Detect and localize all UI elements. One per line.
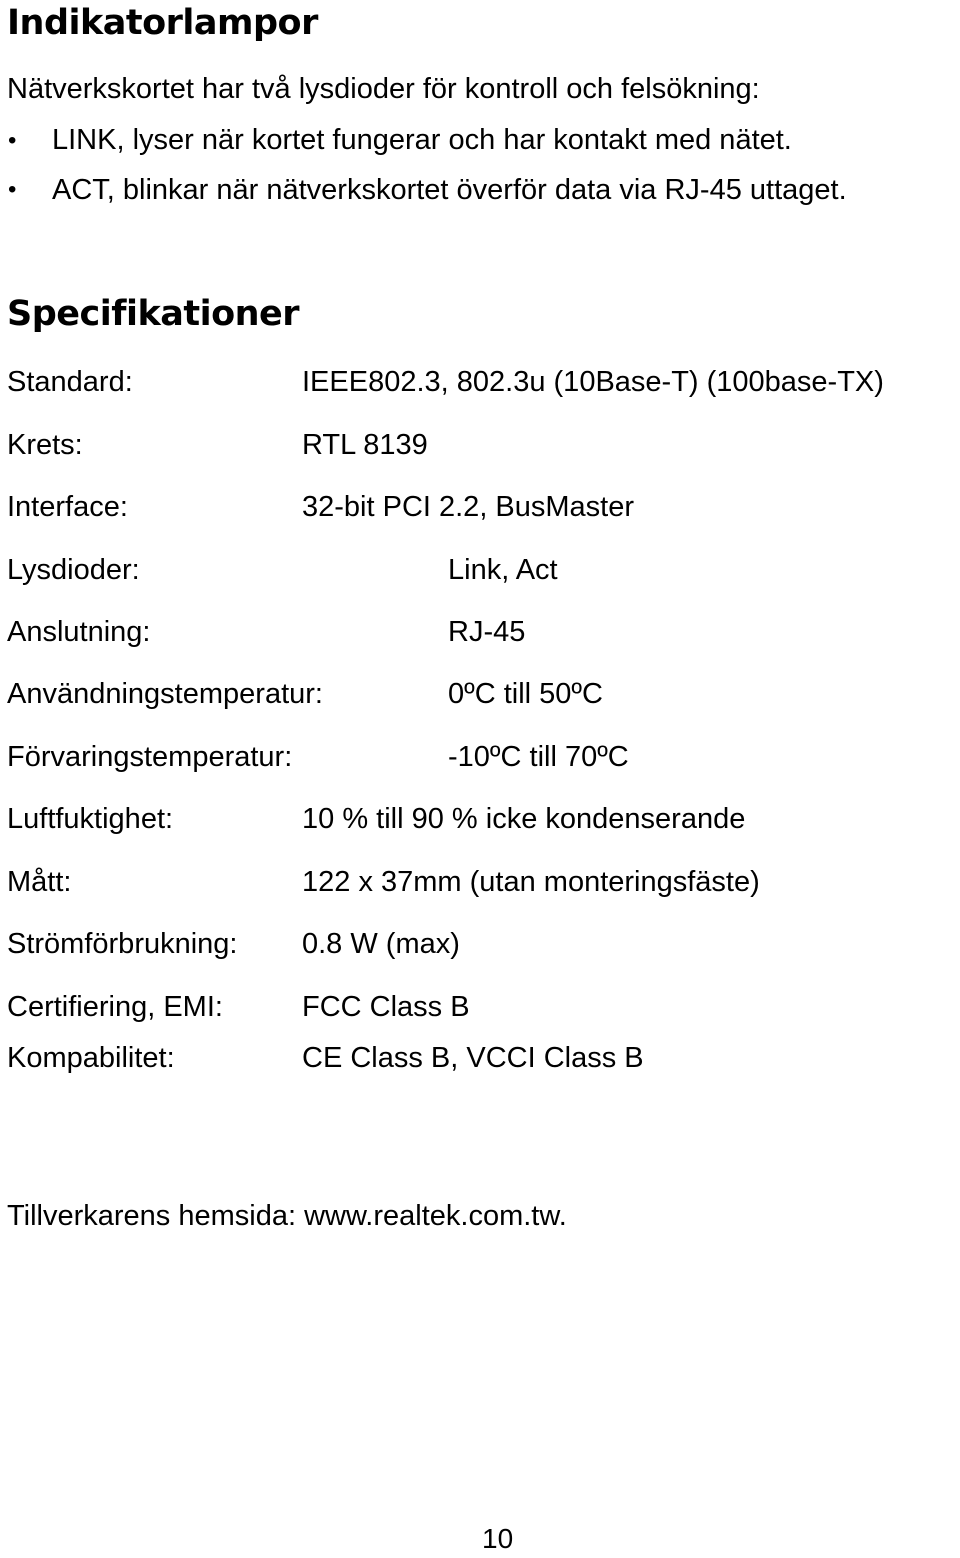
indicators-intro: Nätverkskortet har två lysdioder för kontroll och felsökning: [7, 73, 760, 105]
bullet-item-link: LINK, lyser när kortet fungerar och har kontakt med nätet. [52, 124, 792, 156]
spec-label-certifiering: Certifiering, EMI: [7, 991, 223, 1023]
spec-value-anvandningstemperatur: 0ºC till 50ºC [448, 678, 603, 710]
spec-label-stromforbrukning: Strömförbrukning: [7, 928, 238, 960]
spec-value-standard: IEEE802.3, 802.3u (10Base-T) (100base-TX) [302, 366, 884, 398]
spec-label-lysdioder: Lysdioder: [7, 554, 140, 586]
spec-value-certifiering: FCC Class B [302, 991, 470, 1023]
bullet-marker: • [8, 127, 17, 154]
spec-label-forvaringstemperatur: Förvaringstemperatur: [7, 741, 293, 773]
spec-label-standard: Standard: [7, 366, 133, 398]
spec-label-krets: Krets: [7, 429, 83, 461]
spec-value-lysdioder: Link, Act [448, 554, 558, 586]
spec-value-luftfuktighet: 10 % till 90 % icke kondenserande [302, 803, 746, 835]
spec-label-anvandningstemperatur: Användningstemperatur: [7, 678, 323, 710]
spec-value-krets: RTL 8139 [302, 429, 428, 461]
section-title-specifications: Specifikationer [7, 294, 300, 334]
page-number: 10 [482, 1523, 514, 1554]
bullet-item-act: ACT, blinkar när nätverkskortet överför data via RJ-45 uttaget. [52, 174, 847, 206]
spec-label-kompabilitet: Kompabilitet: [7, 1042, 175, 1074]
spec-label-matt: Mått: [7, 866, 72, 898]
spec-value-interface: 32-bit PCI 2.2, BusMaster [302, 491, 635, 523]
spec-value-anslutning: RJ-45 [448, 616, 526, 648]
spec-label-anslutning: Anslutning: [7, 616, 151, 648]
manufacturer-website: Tillverkarens hemsida: www.realtek.com.tw. [7, 1200, 567, 1232]
bullet-marker: • [8, 176, 17, 203]
spec-value-kompabilitet: CE Class B, VCCI Class B [302, 1042, 644, 1074]
spec-label-luftfuktighet: Luftfuktighet: [7, 803, 174, 835]
spec-label-interface: Interface: [7, 491, 128, 523]
spec-value-stromforbrukning: 0.8 W (max) [302, 928, 460, 960]
spec-value-matt: 122 x 37mm (utan monteringsfäste) [302, 866, 760, 898]
section-title-indicators: Indikatorlampor [7, 3, 318, 43]
spec-value-forvaringstemperatur: -10ºC till 70ºC [448, 741, 629, 773]
